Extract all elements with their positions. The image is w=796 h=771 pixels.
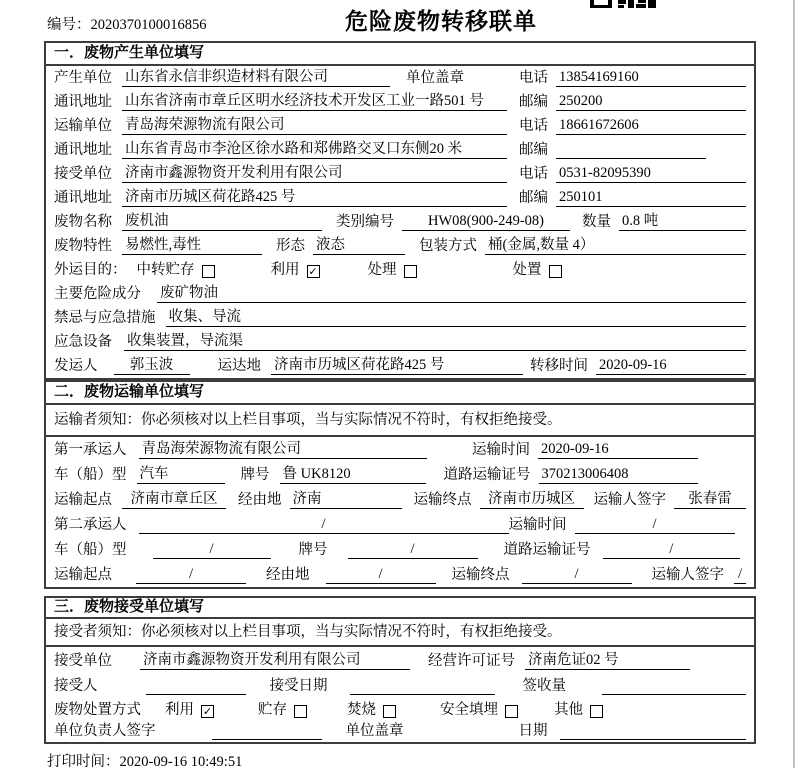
road-permit2-label: 道路运输证号 <box>503 542 591 558</box>
form-row-receiver-address <box>46 186 754 210</box>
producer-phone-value: 13854169160 <box>556 69 746 87</box>
form-row-waste-name <box>46 210 754 234</box>
form-row-outbound-purpose <box>46 258 754 282</box>
responsible-sign-value <box>212 723 322 740</box>
unit-seal-label: 单位盖章 <box>406 70 464 86</box>
transfer-form <box>44 41 756 744</box>
producer-phone-label: 电话 <box>519 70 548 86</box>
checkbox-treat-label: 处理 <box>367 262 397 278</box>
waste-name-value: 废机油 <box>122 213 322 231</box>
checkbox-disposal-storage-label: 贮存 <box>258 702 287 718</box>
transfer-time-value: 2020-09-16 <box>596 357 746 375</box>
producer-zip-value: 250200 <box>556 93 746 111</box>
form-row-produce-unit <box>46 66 754 90</box>
receive-unit-value: 济南市鑫源物资开发利用有限公司 <box>122 165 507 183</box>
checkbox-disposal-utilize-box-icon: ✓ <box>202 706 213 718</box>
plate-number2-value: / <box>348 541 478 559</box>
vehicle-type2-value: / <box>153 541 271 559</box>
section-receiver-header: 三．废物接受单位填写 <box>46 598 754 619</box>
section-receiver <box>44 596 756 744</box>
route-start2-label: 运输起点 <box>54 567 112 583</box>
receive-unit2-label: 接受单位 <box>54 653 112 669</box>
purpose-label: 外运目的： <box>54 262 127 278</box>
checkbox-disposal-other <box>554 702 603 719</box>
checkbox-utilize-box-icon: ✓ <box>308 266 318 278</box>
transport-time1-value: 2020-09-16 <box>538 441 698 459</box>
seal-date-value <box>560 723 747 740</box>
transporter-zip-label: 邮编 <box>519 142 548 158</box>
checkbox-utilize <box>271 262 320 279</box>
section-transporter <box>44 380 756 589</box>
form-row-transporter-address <box>46 138 754 162</box>
unit-seal2-label: 单位盖章 <box>345 723 404 739</box>
route-start2-value: / <box>136 566 246 584</box>
carrier-sign2-value: / <box>734 566 746 584</box>
second-carrier-value: / <box>139 516 509 534</box>
transporter-address-label: 通讯地址 <box>54 142 112 158</box>
waste-name-label: 废物名称 <box>54 214 112 230</box>
checkbox-transfer-storage-label: 中转贮存 <box>136 262 195 278</box>
license-number-label: 经营许可证号 <box>428 653 515 669</box>
form-state-value: 液态 <box>313 237 405 255</box>
hazard-component-value: 废矿物油 <box>157 285 746 303</box>
produce-unit-label: 产生单位 <box>54 70 112 86</box>
checkbox-treat <box>368 262 417 279</box>
shipper-value: 郭玉波 <box>114 357 190 375</box>
destination-value: 济南市历城区荷花路425 号 <box>271 357 523 375</box>
route-start1-label: 运输起点 <box>54 492 112 508</box>
checkbox-transfer-storage-box-icon <box>202 265 215 278</box>
form-row-vehicle2 <box>46 537 754 562</box>
route-end1-label: 运输终点 <box>413 492 472 508</box>
form-row-vehicle1 <box>46 462 754 487</box>
shipper-label: 发运人 <box>54 358 98 374</box>
section-producer <box>44 41 756 380</box>
form-row-second-carrier <box>46 512 754 537</box>
route-via1-label: 经由地 <box>238 492 282 508</box>
transport-time1-label: 运输时间 <box>472 442 530 458</box>
checkbox-dispose-label: 处置 <box>512 262 542 278</box>
form-state-label: 形态 <box>276 238 305 254</box>
print-time-value: 2020-09-16 10:49:51 <box>119 754 243 770</box>
form-row-receive-unit2 <box>46 647 754 673</box>
form-row-emergency-equipment <box>46 330 754 354</box>
road-permit1-label: 道路运输证号 <box>443 467 531 483</box>
produce-unit-value: 山东省永信非织造材料有限公司 <box>122 69 390 87</box>
transfer-time-label: 转移时间 <box>530 358 588 374</box>
page-edge-line <box>793 0 795 768</box>
hazard-component-label: 主要危险成分 <box>54 286 141 302</box>
form-row-transport-unit <box>46 114 754 138</box>
plate-number1-label: 牌号 <box>240 467 270 483</box>
taboo-measures-label: 禁忌与应急措施 <box>54 310 156 326</box>
route-via1-value: 济南 <box>290 491 402 509</box>
form-row-receive-unit <box>46 162 754 186</box>
checkbox-disposal-incinerate-label: 焚烧 <box>347 702 376 718</box>
category-code-label: 类别编号 <box>336 214 394 230</box>
receiver-address-value: 济南市历城区荷花路425 号 <box>122 189 507 207</box>
receiver-notice: 接受者须知：你必须核对以上栏目事项，当与实际情况不符时，有权拒绝接受。 <box>46 619 754 647</box>
route-start1-value: 济南市章丘区 <box>122 491 226 509</box>
checkbox-disposal-utilize-label: 利用 <box>165 702 194 718</box>
checkbox-dispose <box>513 262 562 279</box>
vehicle-type1-value: 汽车 <box>137 466 225 484</box>
route-via2-value: / <box>326 566 436 584</box>
page-title: 危险废物转移联单 <box>345 9 537 34</box>
carrier-sign1-value: 张春雷 <box>674 491 746 509</box>
quantity-label: 数量 <box>582 214 611 230</box>
taboo-measures-value: 收集、导流 <box>166 309 747 327</box>
receive-date-value <box>350 678 495 695</box>
transport-time2-label: 运输时间 <box>508 517 567 533</box>
waste-character-label: 废物特性 <box>54 238 112 254</box>
destination-label: 运达地 <box>217 358 261 374</box>
checkbox-disposal-incinerate-box-icon <box>383 705 396 718</box>
transporter-zip-value <box>556 142 706 159</box>
road-permit1-value: 370213006408 <box>539 466 699 484</box>
producer-address-label: 通讯地址 <box>54 94 112 110</box>
checkbox-disposal-storage <box>258 702 307 719</box>
form-row-route2 <box>46 562 754 587</box>
route-via2-label: 经由地 <box>266 567 310 583</box>
road-permit2-value: / <box>603 541 741 559</box>
transporter-address-value: 山东省青岛市李沧区徐水路和郑佛路交叉口东侧20 米 <box>122 141 507 159</box>
waste-character-value: 易燃性,毒性 <box>122 237 262 255</box>
checkbox-disposal-landfill <box>440 702 518 719</box>
checkbox-transfer-storage <box>137 262 215 279</box>
checkbox-dispose-box-icon <box>549 265 562 278</box>
receive-unit2-value: 济南市鑫源物资开发利用有限公司 <box>140 652 410 670</box>
route-end2-value: / <box>522 566 632 584</box>
license-number-value: 济南危证02 号 <box>525 652 690 670</box>
receiver-person-label: 接受人 <box>54 678 98 694</box>
producer-address-value: 山东省济南市章丘区明水经济技术开发区工业一路501 号 <box>122 93 507 111</box>
quantity-value: 0.8 吨 <box>619 213 746 231</box>
form-row-taboo-measures <box>46 306 754 330</box>
receive-date-label: 接受日期 <box>269 678 328 694</box>
route-end2-label: 运输终点 <box>451 567 510 583</box>
vehicle-type2-label: 车（船）型 <box>54 542 127 558</box>
route-end1-value: 济南市历城区 <box>480 491 584 509</box>
form-row-receiver-person <box>46 673 754 698</box>
vehicle-type1-label: 车（船）型 <box>54 467 127 483</box>
disposal-method-label: 废物处置方式 <box>54 702 141 718</box>
print-time-label: 打印时间： <box>47 754 120 770</box>
transport-unit-label: 运输单位 <box>54 118 112 134</box>
serial-number: 2020370100016856 <box>90 17 207 33</box>
checkbox-treat-box-icon <box>404 265 417 278</box>
receive-unit-label: 接受单位 <box>54 166 112 182</box>
form-row-producer-address <box>46 90 754 114</box>
checkbox-disposal-utilize <box>165 702 214 719</box>
plate-number2-label: 牌号 <box>298 542 328 558</box>
checkbox-disposal-landfill-label: 安全填埋 <box>440 702 498 718</box>
section-transporter-header: 二．废物运输单位填写 <box>46 382 754 405</box>
first-carrier-value: 青岛海荣源物流有限公司 <box>139 441 427 459</box>
transport-time2-value: / <box>575 516 735 534</box>
form-row-responsible-sign <box>46 722 754 742</box>
received-amount-label: 签收量 <box>522 678 566 694</box>
packing-label: 包装方式 <box>419 238 477 254</box>
receiver-person-value <box>146 678 246 695</box>
section-producer-header: 一．废物产生单位填写 <box>46 43 754 66</box>
form-row-shipper <box>46 354 754 378</box>
second-carrier-label: 第二承运人 <box>54 517 127 533</box>
received-amount-value <box>602 678 746 695</box>
transporter-notice: 运输者须知：你必须核对以上栏目事项，当与实际情况不符时，有权拒绝接受。 <box>46 405 754 437</box>
checkbox-disposal-landfill-box-icon <box>505 705 518 718</box>
checkbox-disposal-storage-box-icon <box>294 705 307 718</box>
packing-value: 桶(金属,数量 4） <box>485 237 746 255</box>
checkbox-disposal-other-label: 其他 <box>554 702 583 718</box>
form-row-hazard-component <box>46 282 754 306</box>
emergency-equipment-value: 收集装置，导流渠 <box>124 333 746 351</box>
checkbox-utilize-label: 利用 <box>270 262 300 278</box>
carrier-sign2-label: 运输人签字 <box>651 567 724 583</box>
receiver-zip-value: 250101 <box>556 189 746 207</box>
carrier-sign1-label: 运输人签字 <box>593 492 666 508</box>
serial-label: 编号： <box>47 17 91 33</box>
responsible-sign-label: 单位负责人签字 <box>54 723 156 739</box>
category-code-value: HW08(900-249-08) <box>402 213 570 231</box>
form-row-route1 <box>46 487 754 512</box>
receiver-zip-label: 邮编 <box>519 190 548 206</box>
receiver-phone-value: 0531-82095390 <box>556 165 746 183</box>
first-carrier-label: 第一承运人 <box>54 442 127 458</box>
transporter-phone-value: 18661672606 <box>556 117 746 135</box>
checkbox-disposal-other-box-icon <box>590 705 603 718</box>
seal-date-label: 日期 <box>518 723 548 739</box>
checkbox-disposal-incinerate <box>347 702 396 719</box>
receiver-phone-label: 电话 <box>519 166 548 182</box>
form-row-waste-character <box>46 234 754 258</box>
form-row-disposal-method <box>46 698 754 722</box>
plate-number1-value: 鲁 UK8120 <box>280 466 426 484</box>
producer-zip-label: 邮编 <box>519 94 548 110</box>
emergency-equipment-label: 应急设备 <box>54 334 112 350</box>
transport-unit-value: 青岛海荣源物流有限公司 <box>122 117 507 135</box>
transporter-phone-label: 电话 <box>519 118 548 134</box>
form-row-first-carrier <box>46 437 754 462</box>
qr-code-fragment-icon <box>590 0 656 8</box>
receiver-address-label: 通讯地址 <box>54 190 112 206</box>
